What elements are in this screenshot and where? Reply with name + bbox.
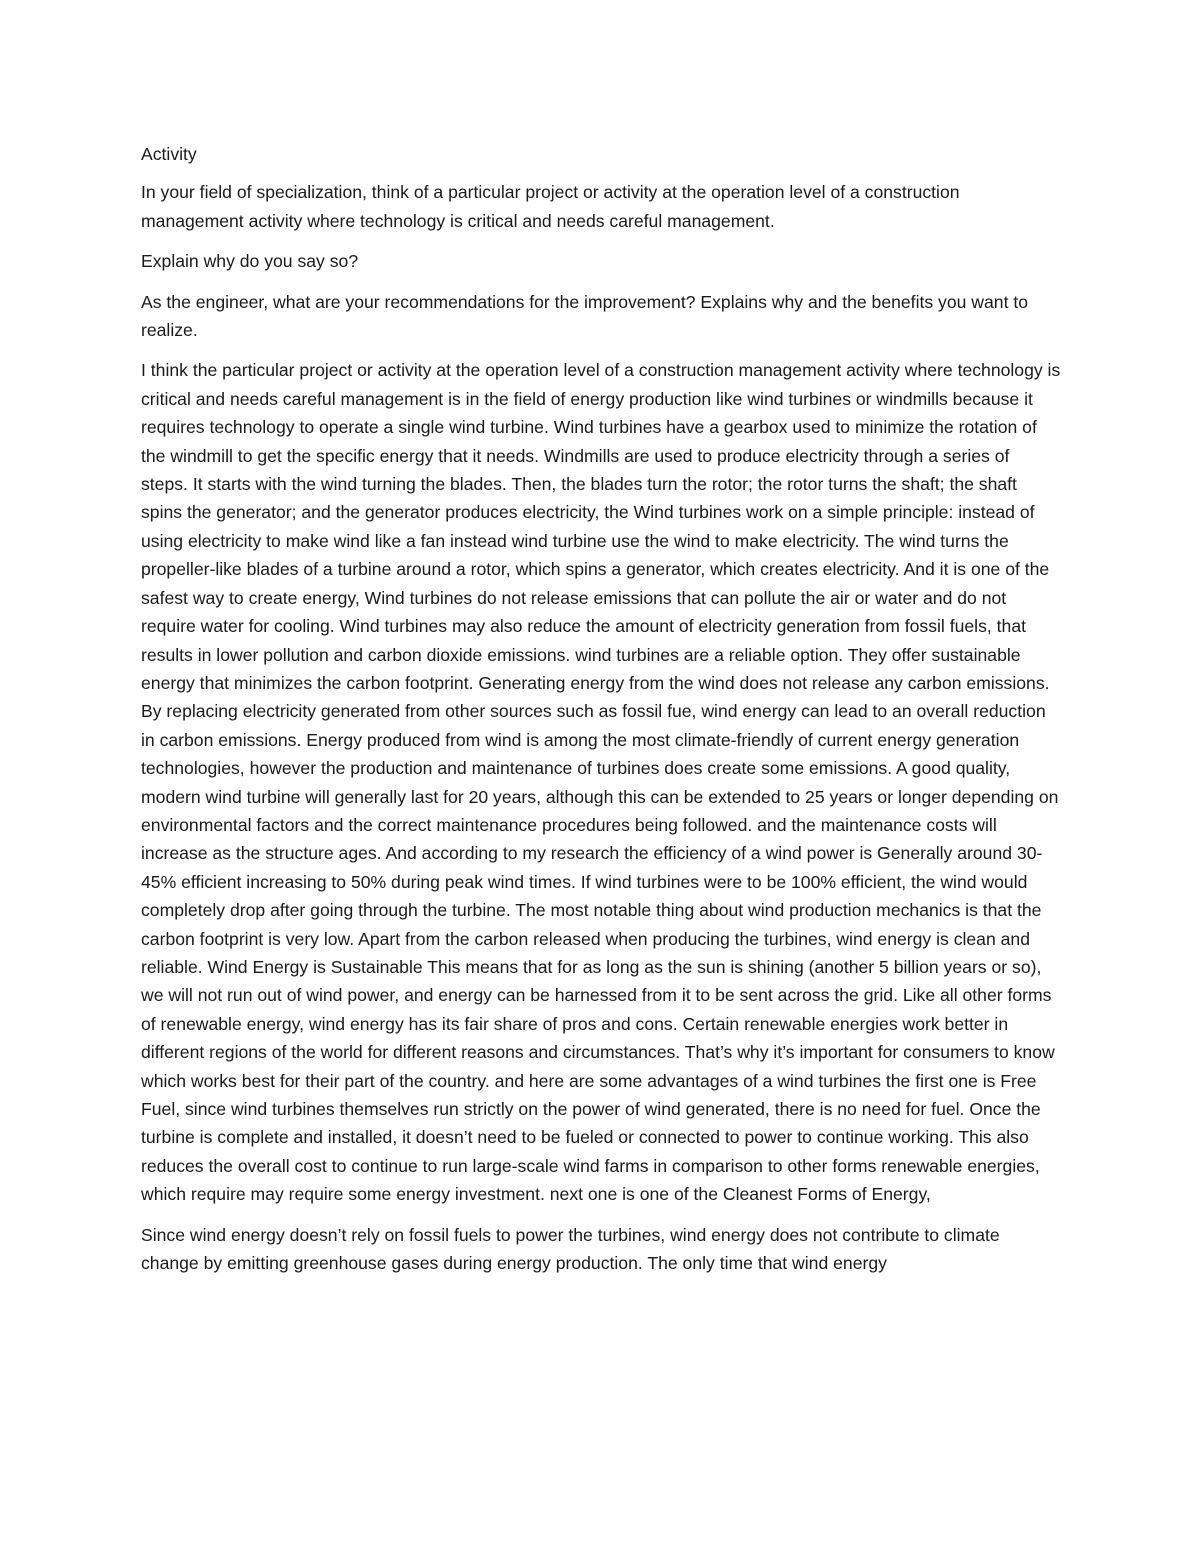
answer-paragraph-wind-turbines: I think the particular project or activity at the operation level of a construction management activity where technology is critical and needs careful management is in the field of energy production like wind turbines or windmills because it requires technology to operate a single wind turbine. Wind turbines have a gearbox used to minimize the rotation of the windmill to get the specific energy that it needs. Windmills are used to produce electricity through a series of steps. It starts with the wind turning the blades. Then, the blades turn the rotor; the rotor turns the shaft; the shaft spins the generator; and the generator produces electricity, the Wind turbines work on a simple principle: instead of using electricity to make wind like a fan instead wind turbine use the wind to make electricity. The wind turns the propeller-like blades of a turbine around a rotor, which spins a generator, which creates electricity. And it is one of the safest way to create energy, Wind turbines do not release emissions that can pollute the air or water and do not require water for cooling. Wind turbines may also reduce the amount of electricity generation from fossil fuels, that results in lower pollution and carbon dioxide emissions. wind turbines are a reliable option. They offer sustainable energy that minimizes the carbon footprint. Generating energy from the wind does not release any carbon emissions. By replacing electricity generated from other sources such as fossil fue, wind energy can lead to an overall reduction in carbon emissions. Energy produced from wind is among the most climate-friendly of current energy generation technologies, however the production and maintenance of turbines does create some emissions. A good quality, modern wind turbine will generally last for 20 years, although this can be extended to 25 years or longer depending on environmental factors and the correct maintenance procedures being followed. and the maintenance costs will increase as the structure ages. And according to my research the efficiency of a wind power is Generally around 30-45% efficient increasing to 50% during peak wind times. If wind turbines were to be 100% efficient, the wind would completely drop after going through the turbine. The most notable thing about wind production mechanics is that the carbon footprint is very low. Apart from the carbon released when producing the turbines, wind energy is clean and reliable. Wind Energy is Sustainable This means that for as long as the sun is shining (another 5 billion years or so), we will not run out of wind power, and energy can be harnessed from it to be sent across the grid. Like all other forms of renewable energy, wind energy has its fair share of pros and cons. Certain renewable energies work better in different regions of the world for different reasons and circumstances. That’s why it’s important for consumers to know which works best for their part of the country. and here are some advantages of a wind turbines the first one is Free Fuel, since wind turbines themselves run strictly on the power of wind generated, there is no need for fuel. Once the turbine is complete and installed, it doesn’t need to be fueled or connected to power to continue working. This also reduces the overall cost to continue to run large-scale wind farms in comparison to other forms renewable energies, which require may require some energy investment. next one is one of the Cleanest Forms of Energy, (141, 360, 1061, 1205)
document-title: Activity (141, 144, 197, 164)
document-body (141, 140, 1061, 1289)
prompt-paragraph-explain: Explain why do you say so? (141, 251, 359, 272)
prompt-paragraph-specialization: In your field of specialization, think of a particular project or activity at the operation level of a construction management activity where technology is critical and needs careful management. (141, 182, 960, 231)
prompt-paragraph-recommendations: As the engineer, what are your recommendations for the improvement? Explains why and the benefits you want to realize. (141, 291, 1029, 341)
answer-paragraph-cleanest-energy: Since wind energy doesn’t rely on fossil fuels to power the turbines, wind energy does not contribute to climate change by emitting greenhouse gases during energy production. The only time that wind energy (141, 1224, 1000, 1274)
